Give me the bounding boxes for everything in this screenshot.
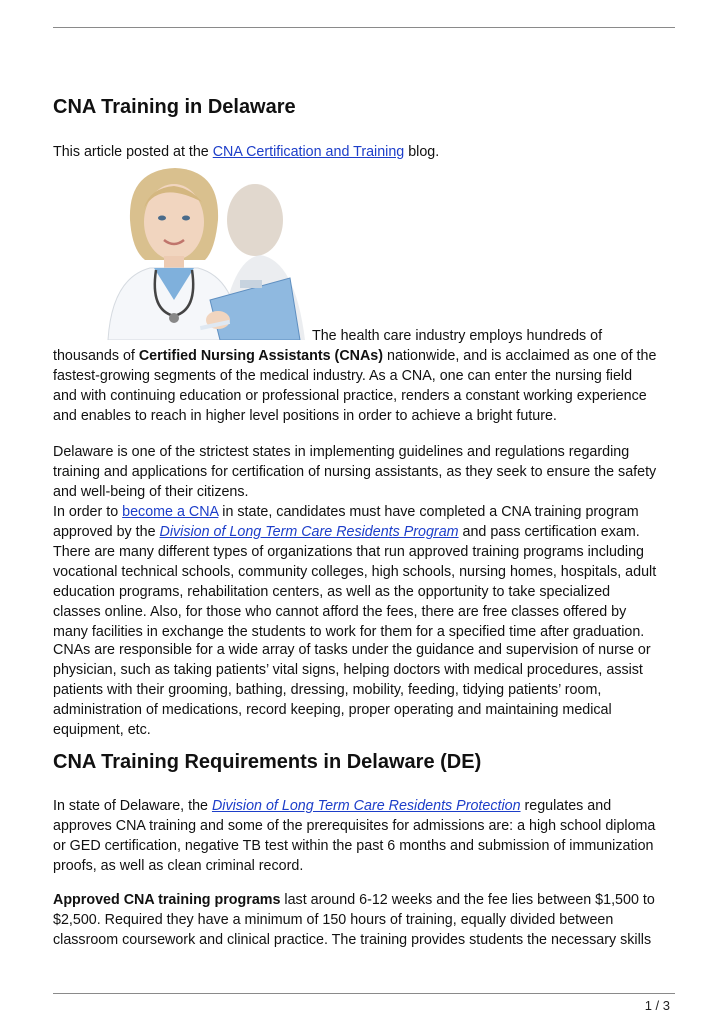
intro-line-2 <box>53 346 675 366</box>
page-number: 1 / 3 <box>644 998 670 1013</box>
para4-line-1-suffix: regulates and <box>520 798 612 814</box>
section-title-requirements: CNA Training Requirements in Delaware (DE) <box>53 751 482 773</box>
approved-programs-bold: Approved CNA training programs <box>53 892 281 908</box>
intro-line-2-suffix: nationwide, and is acclaimed as one of the <box>383 348 657 364</box>
intro-line-5: and enables to reach in higher level positions in order to achieve a bright future. <box>53 408 557 424</box>
para2-line-5-suffix: and pass certification exam. <box>458 524 640 540</box>
para3-line-1: CNAs are responsible for a wide array of tasks under the guidance and supervision of nurse or <box>53 642 651 658</box>
division-program-link[interactable]: Division of Long Term Care Residents Program <box>159 524 459 540</box>
para3-line-5: equipment, etc. <box>53 722 151 738</box>
para2-line-10: many facilities in exchange the students to work for them for a specified time after graduation. <box>53 624 645 640</box>
byline-prefix: This article posted at the <box>53 144 213 160</box>
intro-line-1: The health care industry employs hundreds of <box>312 328 603 344</box>
para4-line-3: or GED certification, negative TB test within the past 6 months and submission of immunization <box>53 838 654 854</box>
para5-line-1-suffix: last around 6-12 weeks and the fee lies between $1,500 to <box>280 892 655 908</box>
para4-line-4: proofs, as well as clean criminal record. <box>53 858 304 874</box>
para4-line-2: approves CNA training and some of the prerequisites for admissions are: a high school diploma <box>53 818 656 834</box>
para2-line-4 <box>53 502 675 522</box>
para3-line-4: administration of medications, record keeping, proper operating and maintaining medical <box>53 702 612 718</box>
para4-line-1-prefix: In state of Delaware, the <box>53 798 212 814</box>
cna-bold-term: Certified Nursing Assistants (CNAs) <box>138 348 384 364</box>
para2-line-5-prefix: approved by the <box>53 524 160 540</box>
byline <box>53 142 675 162</box>
para3-line-2: physician, such as taking patients’ vital signs, helping doctors with medical procedures, assist <box>53 662 643 678</box>
para2-line-1: Delaware is one of the strictest states in implementing guidelines and regulations regarding <box>53 444 630 460</box>
para2-line-5 <box>53 522 675 542</box>
header-rule <box>53 27 675 28</box>
para2-line-4-prefix: In order to <box>53 504 123 520</box>
page-title: CNA Training in Delaware <box>53 96 296 118</box>
para2-line-3: and well-being of their citizens. <box>53 484 249 500</box>
para5-line-2: $2,500. Required they have a minimum of 150 hours of training, equally divided between <box>53 912 614 928</box>
become-cna-link[interactable]: become a CNA <box>122 504 219 520</box>
nurse-photo-icon <box>90 160 310 340</box>
para2-line-4-suffix: in state, candidates must have completed a CNA training program <box>218 504 639 520</box>
para2-line-8: education programs, rehabilitation centers, as well as the opportunity to take specialized <box>53 584 611 600</box>
para5-line-3: classroom coursework and clinical practice. The training provides students the necessary skills <box>53 932 652 948</box>
intro-line-2-prefix: thousands of <box>53 348 139 364</box>
para2-line-9: classes online. Also, for those who cannot afford the fees, there are free classes offered by <box>53 604 627 620</box>
para5-line-1 <box>53 890 675 910</box>
para2-line-2: training and applications for certification of nursing assistants, as they seek to ensure the safety <box>53 464 657 480</box>
para4-line-1 <box>53 796 675 816</box>
footer-rule <box>53 993 675 994</box>
para3-line-3: patients with their grooming, bathing, dressing, mobility, feeding, tidying patients’ room, <box>53 682 602 698</box>
para2-line-6: There are many different types of organizations that run approved training programs including <box>53 544 645 560</box>
para2-line-7: vocational technical schools, community colleges, high schools, nursing homes, hospitals, adult <box>53 564 657 580</box>
division-protection-link[interactable]: Division of Long Term Care Residents Protection <box>211 798 521 814</box>
intro-line-3: fastest-growing segments of the medical industry. As a CNA, one can enter the nursing field <box>53 368 633 384</box>
byline-suffix: blog. <box>404 144 440 160</box>
intro-line-4: and with continuing education or professional practice, renders a constant working experience <box>53 388 647 404</box>
blog-link[interactable]: CNA Certification and Training <box>212 144 405 160</box>
